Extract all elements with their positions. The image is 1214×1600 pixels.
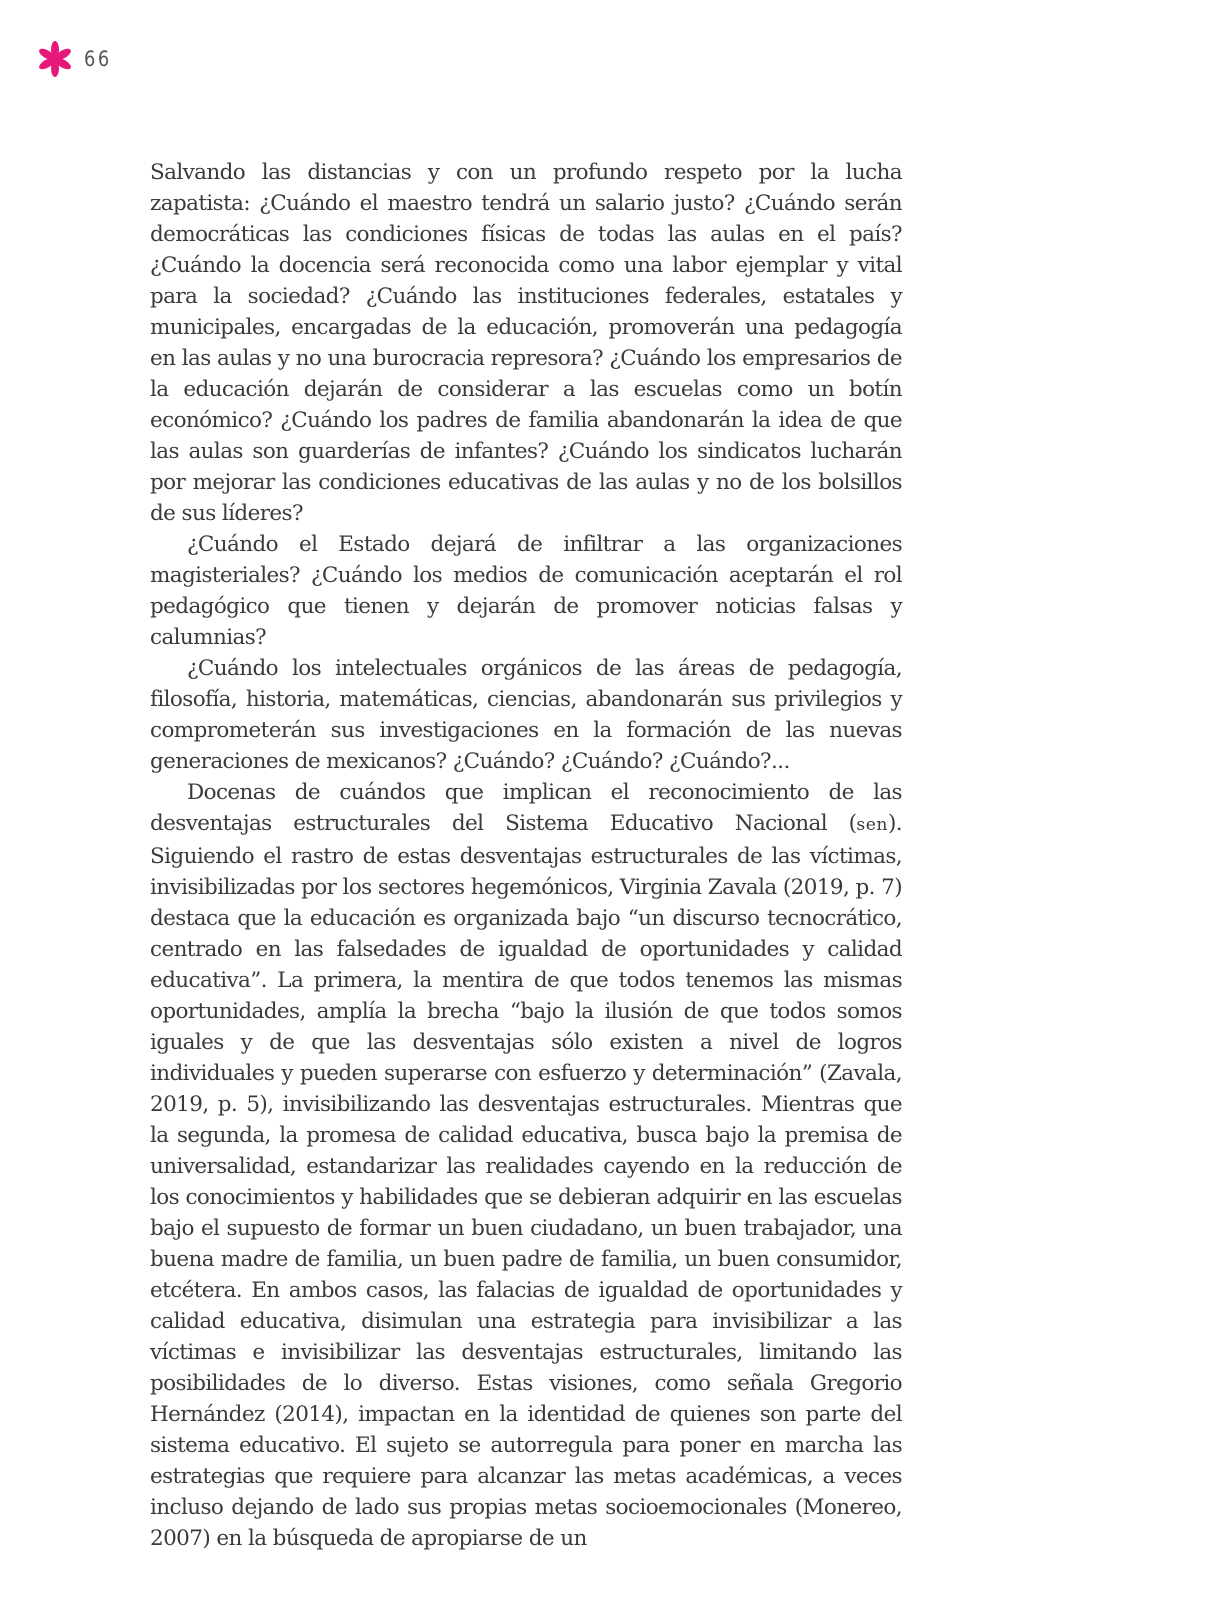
page-header xyxy=(36,40,117,78)
asterisk-icon xyxy=(36,40,74,78)
paragraph-3: ¿Cuándo los intelectuales orgánicos de las áreas de pedagogía, filosofía, historia, matemáticas, ciencias, abandonarán sus privilegios y comprometerán sus investigaciones en la formación de las nuevas generaciones de mexicanos? ¿Cuándo? ¿Cuándo? ¿Cuándo?... xyxy=(150,656,902,774)
paragraph-2: ¿Cuándo el Estado dejará de infiltrar a las organizaciones magisteriales? ¿Cuándo los medios de comunicación aceptarán el rol pedagógico que tienen y dejarán de promover noticias falsas y calumnias? xyxy=(150,532,902,650)
sen-abbreviation: sen xyxy=(856,815,888,835)
paragraph-4-text-end: ). Siguiendo el rastro de estas desventajas estructurales de las víctimas, invisibilizadas por los sectores hegemónicos, Virginia Zavala (2019, p. 7) destaca que la educación es organizada bajo “un discurso tecnocrático, centrado en las falsedades de igualdad de oportunidades y calidad educativa”. La primera, la mentira de que todos tenemos las mismas oportunidades, amplía la brecha “bajo la ilusión de que todos somos iguales y de que las desventajas sólo existen a nivel de logros individuales y pueden superarse con esfuerzo y determinación” (Zavala, 2019, p. 5), invisibilizando las desventajas estructurales. Mientras que la segunda, la promesa de calidad educativa, busca bajo la premisa de universalidad, estandarizar las realidades cayendo en la reducción de los conocimientos y habilidades que se debieran adquirir en las escuelas bajo el supuesto de formar un buen ciudadano, un buen trabajador, una buena madre de familia, un buen padre de familia, un buen consumidor, etcétera. En ambos casos, las falacias de igualdad de oportunidades y calidad educativa, disimulan una estrategia para invisibilizar a las víctimas e invisibilizar las desventajas estructurales, limitando las posibilidades de lo diverso. Estas visiones, como señala Gregorio Hernández (2014), impactan en la identidad de quienes son parte del sistema educativo. El sujeto se autorregula para poner en marcha las estrategias que requiere para alcanzar las metas académicas, a veces incluso dejando de lado sus propias metas socioemocionales (Monereo, 2007) en la búsqueda de apropiarse de un xyxy=(150,811,902,1551)
page-number: 66 xyxy=(84,47,112,71)
paragraph-4-text-start: Docenas de cuándos que implican el reconocimiento de las desventajas estructurales del Sistema Educativo Nacional ( xyxy=(150,780,902,836)
paragraph-1: Salvando las distancias y con un profundo respeto por la lucha zapatista: ¿Cuándo el maestro tendrá un salario justo? ¿Cuándo serán democráticas las condiciones físicas de todas las aulas en el país? ¿Cuándo la docencia será reconocida como una labor ejemplar y vital para la sociedad? ¿Cuándo las instituciones federales, estatales y municipales, encargadas de la educación, promoverán una pedagogía en las aulas y no una burocracia represora? ¿Cuándo los empresarios de la educación dejarán de considerar a las escuelas como un botín económico? ¿Cuándo los padres de familia abandonarán la idea de que las aulas son guarderías de infantes? ¿Cuándo los sindicatos lucharán por mejorar las condiciones educativas de las aulas y no de los bolsillos de sus líderes? xyxy=(150,160,902,526)
body-text xyxy=(150,157,902,1554)
paragraph-4 xyxy=(150,777,902,1554)
